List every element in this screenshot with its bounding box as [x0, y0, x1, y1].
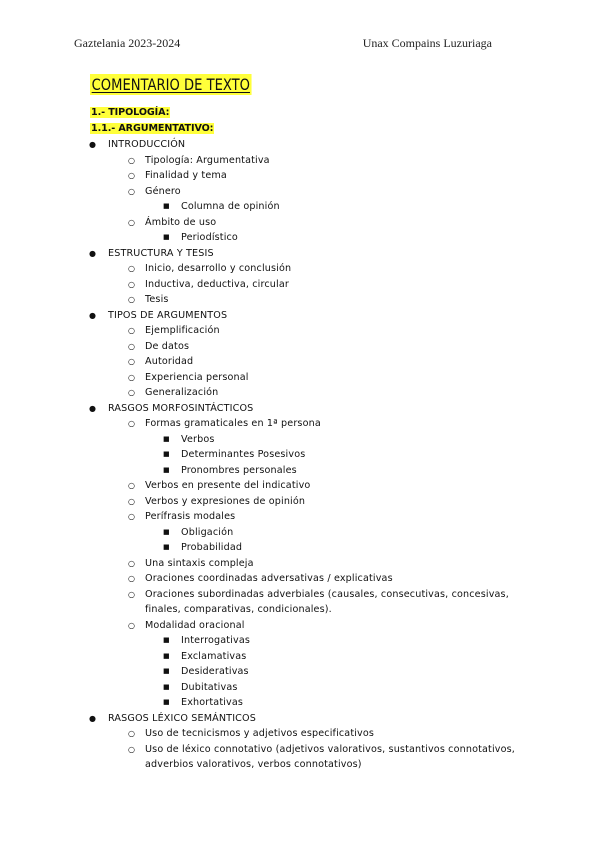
outline-item-text: Ejemplificación: [145, 325, 220, 336]
outline-item-text: RASGOS LÉXICO SEMÁNTICOS: [108, 712, 256, 724]
outline-item-level-2: [0, 184, 600, 200]
outline-item-text: Tipología: Argumentativa: [145, 154, 270, 166]
outline-item-text: Experiencia personal: [145, 371, 249, 383]
outline-item-text: Autoridad: [145, 356, 194, 367]
outline-item-text: Dubitativas: [181, 681, 238, 693]
hollow-circle-bullet-icon: ○: [128, 589, 136, 599]
outline-item-level-2: [0, 261, 600, 277]
outline-item-text: Oraciones subordinadas adverbiales (causales, consecutivas, concesivas, finales, comparativas, condicionales).: [145, 588, 509, 615]
outline-item-level-3: [0, 680, 600, 696]
outline-item-text: Verbos en presente del indicativo: [145, 480, 311, 491]
outline-item-level-2: [0, 571, 600, 587]
outline-item-text: Tesis: [145, 294, 169, 305]
outline-item-level-2: [0, 509, 600, 525]
outline-item-level-2: [0, 556, 600, 572]
header-left-text: Gaztelania 2023-2024: [74, 36, 181, 50]
filled-square-bullet-icon: ■: [163, 636, 170, 644]
outline-item-level-3: [0, 230, 600, 246]
outline-item-text: Verbos y expresiones de opinión: [145, 495, 306, 507]
outline-item-level-3: [0, 649, 600, 665]
hollow-circle-bullet-icon: ○: [128, 419, 136, 428]
outline-item-level-1: [0, 137, 600, 153]
filled-circle-bullet-icon: ●: [89, 310, 97, 320]
filled-circle-bullet-icon: ●: [89, 140, 97, 149]
hollow-circle-bullet-icon: ○: [128, 388, 136, 397]
filled-square-bullet-icon: ■: [163, 450, 170, 458]
hollow-circle-bullet-icon: ○: [128, 279, 136, 289]
outline-item-level-2: [0, 726, 600, 742]
outline-item-text: Periodístico: [181, 232, 238, 243]
hollow-circle-bullet-icon: ○: [128, 357, 136, 366]
outline-item-level-2: [0, 323, 600, 339]
hollow-circle-bullet-icon: ○: [128, 217, 136, 227]
outline-item-text: De datos: [145, 340, 190, 352]
filled-square-bullet-icon: ■: [163, 651, 170, 660]
outline-item-text: Finalidad y tema: [145, 170, 227, 181]
filled-circle-bullet-icon: ●: [89, 713, 97, 723]
outline-item-text: RASGOS MORFOSINTÁCTICOS: [108, 402, 254, 414]
outline-item-text: Generalización: [145, 387, 219, 398]
filled-circle-bullet-icon: ●: [89, 248, 97, 258]
outline-item-level-2: [0, 742, 515, 773]
outline-item-level-3: [0, 432, 600, 448]
outline-item-level-2: [0, 416, 600, 432]
filled-square-bullet-icon: ■: [163, 434, 170, 443]
outline-item-text: Formas gramaticales en 1ª persona: [145, 418, 321, 429]
hollow-circle-bullet-icon: ○: [128, 512, 136, 521]
outline-item-level-3: [0, 447, 600, 463]
outline-item-level-2: [0, 618, 600, 634]
outline-item-text: Inductiva, deductiva, circular: [145, 278, 289, 290]
outline-list: [0, 137, 600, 773]
outline-item-text: ESTRUCTURA Y TESIS: [108, 247, 214, 259]
outline-item-level-2: [0, 370, 600, 386]
hollow-circle-bullet-icon: ○: [128, 496, 136, 506]
outline-item-text: Perífrasis modales: [145, 511, 236, 522]
outline-item-level-2: [0, 215, 600, 231]
filled-circle-bullet-icon: ●: [89, 403, 97, 413]
outline-item-level-3: [0, 664, 600, 680]
outline-item-level-2: [0, 385, 600, 401]
outline-item-level-2: [0, 478, 600, 494]
hollow-circle-bullet-icon: ○: [128, 481, 136, 490]
outline-item-level-2: [0, 339, 600, 355]
outline-item-level-2: [0, 292, 600, 308]
outline-item-level-3: [0, 540, 600, 556]
section-heading: 1.- TIPOLOGÍA:: [91, 107, 170, 118]
outline-item-text: TIPOS DE ARGUMENTOS: [108, 309, 228, 321]
outline-item-text: Pronombres personales: [181, 464, 297, 476]
filled-square-bullet-icon: ■: [163, 233, 170, 241]
outline-item-text: Probabilidad: [181, 542, 243, 553]
subsection-heading: 1.1.- ARGUMENTATIVO:: [91, 123, 214, 134]
hollow-circle-bullet-icon: ○: [128, 744, 136, 754]
outline-item-level-2: [0, 277, 600, 293]
document-title: COMENTARIO DE TEXTO: [91, 75, 250, 94]
outline-item-level-3: [0, 525, 600, 541]
outline-item-level-1: [0, 711, 600, 727]
outline-item-text: Inicio, desarrollo y conclusión: [145, 263, 292, 274]
hollow-circle-bullet-icon: ○: [128, 264, 136, 273]
filled-square-bullet-icon: ■: [163, 698, 170, 706]
outline-item-level-2: [0, 153, 600, 169]
hollow-circle-bullet-icon: ○: [128, 729, 136, 738]
outline-item-text: Columna de opinión: [181, 201, 280, 212]
hollow-circle-bullet-icon: ○: [128, 558, 136, 568]
filled-square-bullet-icon: ■: [163, 202, 170, 210]
filled-square-bullet-icon: ■: [163, 667, 170, 675]
outline-item-level-3: [0, 633, 600, 649]
outline-item-text: Una sintaxis compleja: [145, 557, 254, 569]
hollow-circle-bullet-icon: ○: [128, 620, 136, 630]
outline-item-level-1: [0, 308, 600, 324]
outline-item-level-2: [0, 494, 600, 510]
outline-item-text: Verbos: [181, 433, 215, 445]
outline-item-text: Exhortativas: [181, 697, 244, 708]
hollow-circle-bullet-icon: ○: [128, 372, 136, 382]
hollow-circle-bullet-icon: ○: [128, 186, 136, 196]
outline-item-level-3: [0, 695, 600, 711]
outline-item-level-1: [0, 246, 600, 262]
outline-item-text: Género: [145, 185, 181, 197]
filled-square-bullet-icon: ■: [163, 527, 170, 536]
outline-item-text: Oraciones coordinadas adversativas / explicativas: [145, 573, 393, 584]
filled-square-bullet-icon: ■: [163, 465, 170, 474]
outline-item-level-2: [0, 354, 600, 370]
outline-item-text: Obligación: [181, 526, 234, 538]
outline-item-text: Interrogativas: [181, 635, 251, 646]
hollow-circle-bullet-icon: ○: [128, 171, 136, 180]
filled-square-bullet-icon: ■: [163, 543, 170, 551]
hollow-circle-bullet-icon: ○: [128, 326, 136, 335]
outline-item-text: Determinantes Posesivos: [181, 449, 306, 460]
hollow-circle-bullet-icon: ○: [128, 295, 136, 304]
outline-item-text: Ámbito de uso: [145, 216, 217, 228]
outline-item-level-2: [0, 587, 515, 618]
outline-item-text: Exclamativas: [181, 650, 247, 662]
outline-item-level-3: [0, 199, 600, 215]
hollow-circle-bullet-icon: ○: [128, 155, 136, 165]
hollow-circle-bullet-icon: ○: [128, 341, 136, 351]
outline-item-text: Desiderativas: [181, 666, 249, 677]
header-right-text: Unax Compains Luzuriaga: [362, 36, 492, 50]
outline-item-text: Modalidad oracional: [145, 619, 245, 631]
outline-item-level-1: [0, 401, 600, 417]
outline-item-text: INTRODUCCIÓN: [108, 139, 186, 150]
outline-item-text: Uso de tecnicismos y adjetivos especificativos: [145, 728, 375, 739]
hollow-circle-bullet-icon: ○: [128, 574, 136, 583]
outline-item-text: Uso de léxico connotativo (adjetivos valorativos, sustantivos connotativos, adverbios valorativos, verbos connotativos): [145, 743, 515, 770]
outline-item-level-3: [0, 463, 600, 479]
filled-square-bullet-icon: ■: [163, 682, 170, 691]
outline-item-level-2: [0, 168, 600, 184]
